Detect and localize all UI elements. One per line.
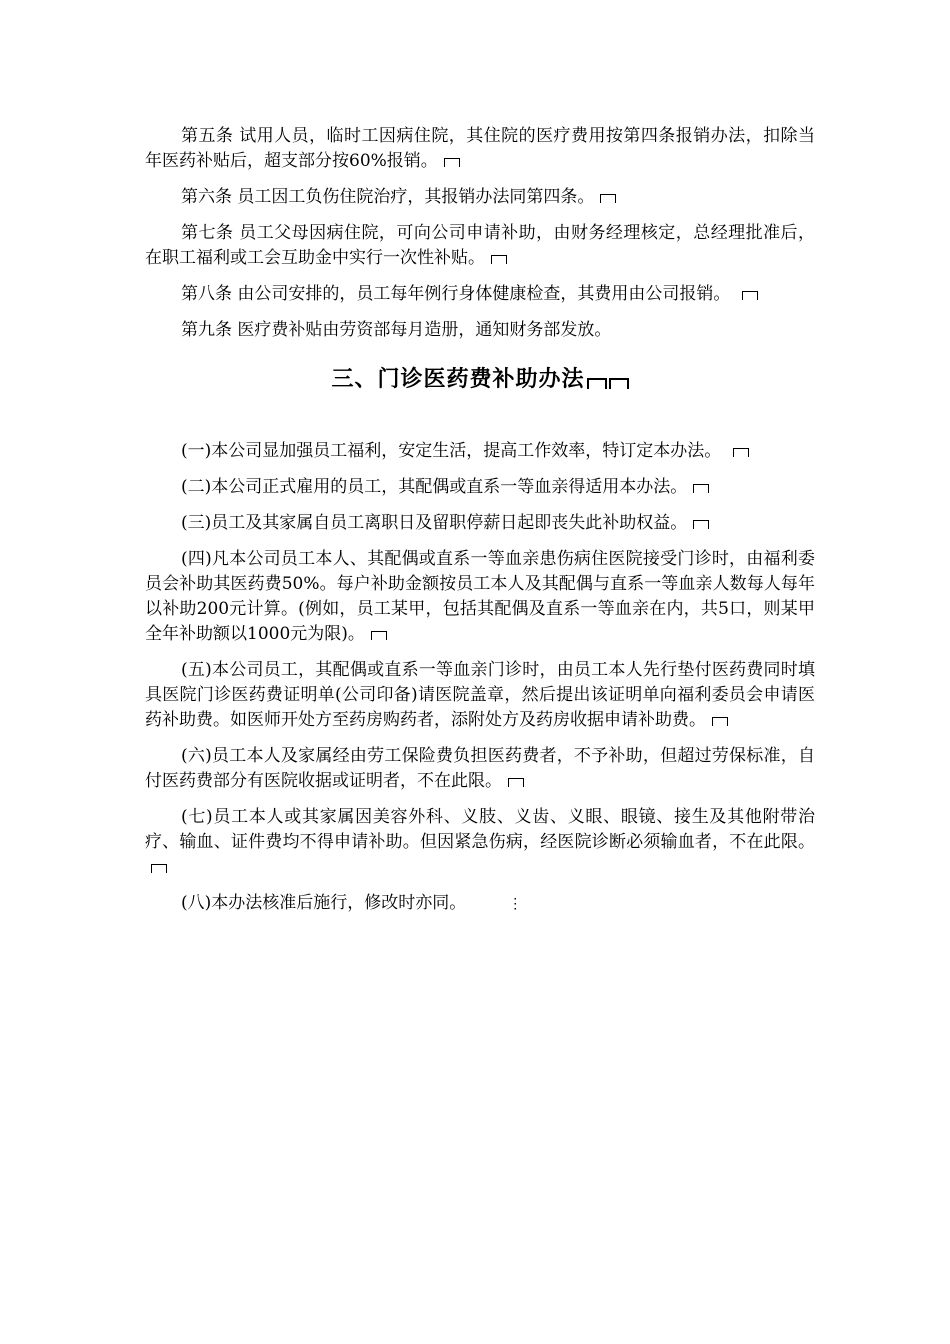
item-4 <box>145 547 815 647</box>
item-8-text: (八)本办法核准后施行，修改时亦同。 <box>181 893 467 913</box>
item-2 <box>145 475 815 500</box>
article-5 <box>145 124 815 174</box>
paragraph-mark-icon <box>151 864 167 873</box>
article-7 <box>145 221 815 271</box>
item-7 <box>145 805 815 880</box>
paragraph-mark-icon <box>712 717 728 726</box>
item-4-text: (四)凡本公司员工本人、其配偶或直系一等血亲患伤病住医院接受门诊时，由福利委员会补助其医药费50%。每户补助金额按员工本人及其配偶与直系一等血亲人数每人每年以补助200元计算。(例如，员工某甲，包括其配偶及直系一等血亲在内，共5口，则某甲全年补助额以1000元为限)。 <box>145 549 815 644</box>
item-6-text: (六)员工本人及家属经由劳工保险费负担医药费者，不予补助，但超过劳保标准，自付医药费部分有医院收据或证明者，不在此限。 <box>145 746 815 791</box>
item-5 <box>145 658 815 733</box>
paragraph-mark-icon <box>587 378 607 389</box>
paragraph-mark-icon <box>600 194 616 203</box>
item-1-text: (一)本公司显加强员工福利，安定生活，提高工作效率，特订定本办法。 <box>181 441 722 461</box>
item-6 <box>145 744 815 794</box>
article-8 <box>145 282 815 307</box>
document-page <box>145 124 815 927</box>
item-2-text: (二)本公司正式雇用的员工，其配偶或直系一等血亲得适用本办法。 <box>181 477 688 497</box>
item-1 <box>145 439 815 464</box>
paragraph-mark-icon <box>742 291 758 300</box>
item-3-text: (三)员工及其家属自员工离职日及留职停薪日起即丧失此补助权益。 <box>181 513 688 533</box>
section-heading <box>145 363 815 395</box>
paragraph-mark-icon <box>609 378 629 389</box>
vertical-ellipsis-icon: ⋮ <box>508 896 523 912</box>
section-heading-text: 三、门诊医药费补助办法 <box>331 366 585 392</box>
paragraph-mark-icon <box>693 484 709 493</box>
article-9-text: 第九条 医疗费补贴由劳资部每月造册，通知财务部发放。 <box>181 320 612 340</box>
article-7-text: 第七条 员工父母因病住院，可向公司申请补助，由财务经理核定，总经理批准后，在职工福利或工会互助金中实行一次性补贴。 <box>145 223 815 268</box>
item-7-text: (七)员工本人或其家属因美容外科、义肢、义齿、义眼、眼镜、接生及其他附带治疗、输血、证件费均不得申请补助。但因紧急伤病，经医院诊断必须输血者，不在此限。 <box>145 807 815 852</box>
article-5-text: 第五条 试用人员，临时工因病住院，其住院的医疗费用按第四条报销办法，扣除当年医药补贴后，超支部分按60%报销。 <box>145 126 815 171</box>
paragraph-mark-icon <box>371 631 387 640</box>
article-8-text: 第八条 由公司安排的，员工每年例行身体健康检查，其费用由公司报销。 <box>181 284 731 304</box>
item-5-text: (五)本公司员工，其配偶或直系一等血亲门诊时，由员工本人先行垫付医药费同时填具医院门诊医药费证明单(公司印备)请医院盖章，然后提出该证明单向福利委员会申请医药补助费。如医师开处方至药房购药者，添附处方及药房收据申请补助费。 <box>145 660 815 730</box>
article-6 <box>145 185 815 210</box>
item-8 <box>145 891 815 916</box>
article-6-text: 第六条 员工因工负伤住院治疗，其报销办法同第四条。 <box>181 187 595 207</box>
paragraph-mark-icon <box>444 158 460 167</box>
paragraph-mark-icon <box>693 520 709 529</box>
paragraph-mark-icon <box>508 778 524 787</box>
paragraph-mark-icon <box>491 255 507 264</box>
article-9 <box>145 318 815 343</box>
paragraph-mark-icon <box>733 448 749 457</box>
item-3 <box>145 511 815 536</box>
